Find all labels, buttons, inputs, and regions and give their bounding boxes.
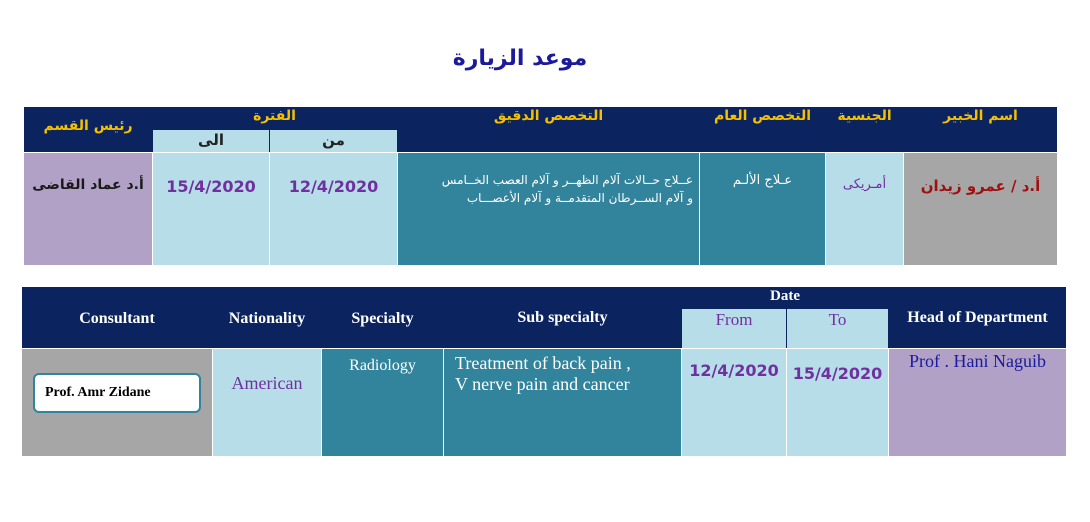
to-en-value: 15/4/2020	[792, 364, 883, 383]
cell-to-en	[787, 349, 888, 456]
to-date-value: 15/4/2020	[166, 177, 256, 196]
sub-specialty-text	[398, 171, 699, 207]
header-period: الفترة	[253, 108, 296, 124]
header-to-en-cell	[787, 309, 888, 348]
from-en-value: 12/4/2020	[689, 361, 779, 380]
header-to: الى	[198, 131, 224, 149]
expert-name-value: أ.د / عمرو زيدان	[920, 177, 1041, 195]
header-head-of-department: رئيس القسم	[43, 118, 133, 134]
cell-nationality	[826, 153, 903, 265]
header-sub-specialty: التخصص الدقيق	[493, 108, 604, 124]
page-title: موعد الزيارة	[452, 46, 588, 71]
header-nationality-en: Nationality	[228, 310, 306, 327]
cell-expert-name	[904, 153, 1057, 265]
header-head-of-department-en: Head of Department	[907, 309, 1048, 326]
sub-specialty-en-line-1: Treatment of back pain ,	[455, 353, 631, 373]
cell-specialty	[700, 153, 825, 265]
head-of-department-value: أ.د عماد القاضى	[32, 177, 144, 193]
nationality-value: أمـريكى	[842, 177, 887, 192]
consultant-name: Prof. Amr Zidane	[45, 385, 151, 400]
header-to-cell	[153, 130, 269, 152]
header-from-en: From	[715, 310, 753, 329]
cell-head-of-department	[24, 153, 152, 265]
header-expert-name: اسم الخبير	[943, 108, 1018, 124]
specialty-value: عـلاج الألـم	[732, 173, 793, 188]
sub-specialty-en-text	[444, 353, 681, 395]
sub-specialty-en-line-2: V nerve pain and cancer	[455, 374, 630, 394]
header-from-cell	[270, 130, 397, 152]
cell-specialty-en	[322, 349, 443, 456]
header-from-en-cell	[682, 309, 786, 348]
header-to-en: To	[828, 310, 847, 329]
consultant-name-box	[33, 373, 201, 413]
nationality-en-value: American	[231, 373, 303, 393]
cell-sub-specialty	[398, 153, 699, 265]
from-date-value: 12/4/2020	[288, 177, 379, 196]
header-specialty-en: Specialty	[351, 310, 414, 327]
sub-specialty-line-1: عــلاج حــالات آلام الظهــر و آلام العصب الخــامس	[441, 173, 693, 187]
header-specialty: التخصص العام	[713, 108, 812, 124]
header-from: من	[322, 131, 345, 149]
header-sub-specialty-en: Sub specialty	[517, 309, 608, 326]
header-date: Date	[770, 288, 800, 304]
cell-from-en	[682, 349, 786, 456]
cell-head-of-department-en	[889, 349, 1066, 456]
sub-specialty-line-2: و آلام الســرطان المتقدمــة و آلام الأعصـــاب	[466, 191, 693, 205]
cell-to	[153, 153, 269, 265]
cell-sub-specialty-en	[444, 349, 681, 456]
specialty-en-value: Radiology	[349, 357, 416, 374]
header-consultant: Consultant	[79, 310, 155, 327]
cell-from	[270, 153, 397, 265]
cell-consultant	[22, 349, 212, 456]
head-of-department-en-value: Prof . Hani Naguib	[909, 351, 1046, 371]
cell-nationality-en	[213, 349, 321, 456]
header-nationality: الجنسية	[837, 108, 892, 124]
